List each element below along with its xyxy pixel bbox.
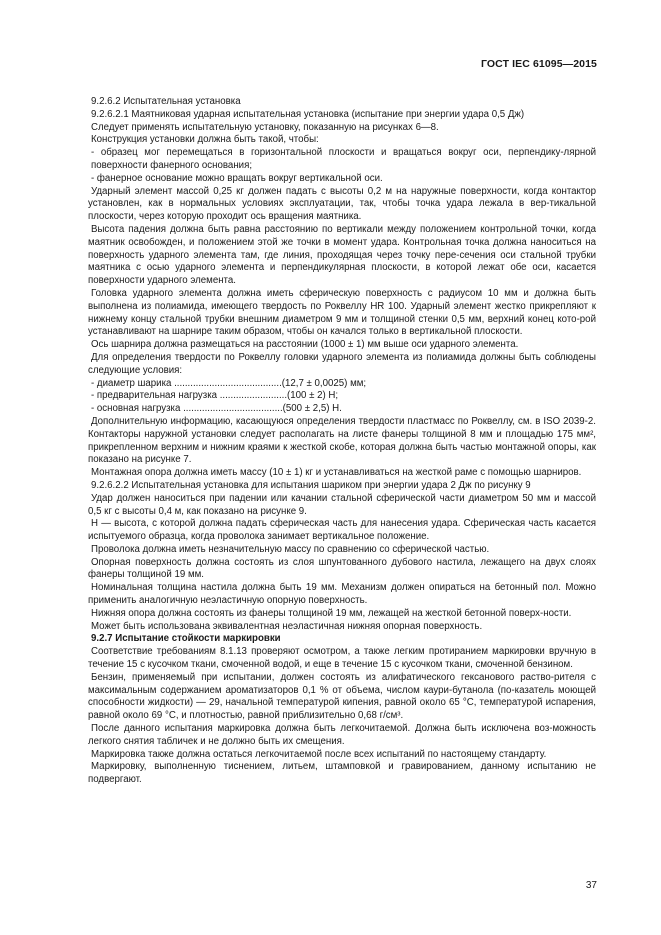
paragraph: Удар должен наноситься при падении или качании стальной сферической части диаметром 50 мм и массой 0,5 кг с высоты 0,4 м, как показано на рисунке 9. bbox=[88, 492, 596, 517]
paragraph: Головка ударного элемента должна иметь сферическую поверхность с радиусом 10 мм и должна быть выполнена из полиамида, имеющего твердость по Роквеллу HR 100. Ударный элемент жестко прикрепляют к нижнему концу стальной трубки внешним диаметром 9 мм и толщиной стенки 0,5 мм, верхний конец кото-рой устанавливают на шарнире таким образом, чтобы он качался только в вертикальной плоскости. bbox=[88, 287, 596, 338]
paragraph: Может быть использована эквивалентная неэластичная нижняя опорная поверхность. bbox=[91, 620, 483, 632]
paragraph: Ось шарнира должна размещаться на расстоянии (1000 ± 1) мм выше оси ударного элемента. bbox=[91, 339, 519, 351]
paragraph: Опорная поверхность должна состоять из слоя шпунтованного дубового настила, лежащего на двух слоях фанеры толщиной 19 мм. bbox=[88, 556, 596, 581]
paragraph: Конструкция установки должна быть такой, чтобы: bbox=[91, 134, 319, 146]
paragraph: Нижняя опора должна состоять из фанеры толщиной 19 мм, лежащей на жесткой бетонной поверх-ности. bbox=[91, 607, 572, 619]
paragraph: После данного испытания маркировка должна быть легкочитаемой. Должна быть исключена воз-можность легкого снятия табличек и не должно быть их смещения. bbox=[88, 723, 596, 747]
paragraph: Дополнительную информацию, касающуюся определения твердости пластмасс по Роквеллу, см. в ISO 2039-2. Контакторы наружной установки следует располагать на листе фанеры толщиной 8 мм и площадью 175 мм², прикрепленном верхним и нижним краями к жесткой скобе, которая должна быть частью монтажной опоры, как показано на рисунке 7. bbox=[88, 415, 596, 466]
paragraph: Бензин, применяемый при испытании, должен состоять из алифатического гексанового раство-рителя с максимальным содержанием ароматизаторов 0,1 % от объема, числом каури-бутанола (по-казатель моющей способности жидкости) — 29, начальной температурой кипения, равной около 65 °С, температурой испарения, равной около 69 °С, и плотностью, равной приблизительно 0,68 г/см³. bbox=[88, 671, 596, 722]
subsection-heading-9-2-6-2-2: 9.2.6.2.2 Испытательная установка для испытания шариком при энергии удара 2 Дж по рисунку 9 bbox=[91, 479, 531, 491]
paragraph: Проволока должна иметь незначительную массу по сравнению со сферической частью. bbox=[91, 543, 490, 555]
list-item: - предварительная нагрузка .........................(100 ± 2) Н; bbox=[91, 390, 339, 402]
section-heading-9-2-6-2: 9.2.6.2 Испытательная установка bbox=[91, 96, 241, 107]
list-item: - основная нагрузка .....................................(500 ± 2,5) Н. bbox=[91, 403, 342, 415]
list-item: - диаметр шарика ........................................(12,7 ± 0,0025) мм; bbox=[91, 377, 367, 389]
paragraph: Следует применять испытательную установку, показанную на рисунках 6—8. bbox=[91, 121, 439, 133]
paragraph: Соответствие требованиям 8.1.13 проверяют осмотром, а также легким протиранием маркировки вручную в течение 15 с кусочком ткани, смоченной водой, и еще в течение 15 с кусочком ткани, смоченной бензином. bbox=[88, 646, 596, 671]
paragraph: Маркировка также должна остаться легкочитаемой после всех испытаний по настоящему стандарту. bbox=[91, 748, 547, 760]
subsection-heading-9-2-6-2-1: 9.2.6.2.1 Маятниковая ударная испытательная установка (испытание при энергии удара 0,5 Дж) bbox=[91, 108, 525, 120]
list-item: - образец мог перемещаться в горизонтальной плоскости и вращаться вокруг оси, перпендику-лярной поверхности фанерного основания; bbox=[91, 147, 596, 171]
standard-header: ГОСТ IEC 61095—2015 bbox=[480, 58, 597, 70]
paragraph: Высота падения должна быть равна расстоянию по вертикали между положением контрольной точки, когда маятник освобожден, и положением этой же точки в момент удара. Контрольная точка должна наноситься на поверхность ударного элемента там, где линия, проходящая через точку пере-сечения оси стальной трубки маятника с осью ударного элемента и перпендикулярная плоскости, в которой лежат обе оси, касается поверхности ударного элемента. bbox=[88, 223, 596, 287]
document-body bbox=[88, 96, 596, 787]
paragraph: Номинальная толщина настила должна быть 19 мм. Механизм должен опираться на бетонный пол. Можно применить аналогичную неэластичную опорную поверхность. bbox=[88, 582, 596, 607]
paragraph: Монтажная опора должна иметь массу (10 ± 1) кг и устанавливаться на жесткой раме с помощью шарниров. bbox=[91, 467, 582, 479]
list-item: - фанерное основание можно вращать вокруг вертикальной оси. bbox=[91, 172, 383, 184]
paragraph: H — высота, с которой должна падать сферическая часть для нанесения удара. Сферическая часть касается испытуемого образца, когда проволока занимает вертикальное положение. bbox=[88, 518, 596, 543]
paragraph: Ударный элемент массой 0,25 кг должен падать с высоты 0,2 м на наружные поверхности, когда контактор установлен, как в нормальных условиях эксплуатации, так, чтобы точка удара лежала в вер-тикальной плоскости, через которую проходит ось вращения маятника. bbox=[88, 185, 596, 223]
paragraph: Маркировку, выполненную тиснением, литьем, штамповкой и гравированием, данному испытанию не подвергают. bbox=[88, 761, 596, 786]
page-number: 37 bbox=[585, 880, 597, 891]
paragraph: Для определения твердости по Роквеллу головки ударного элемента из полиамида должны быть соблюдены следующие условия: bbox=[88, 351, 596, 376]
section-heading-9-2-7: 9.2.7 Испытание стойкости маркировки bbox=[91, 633, 281, 645]
